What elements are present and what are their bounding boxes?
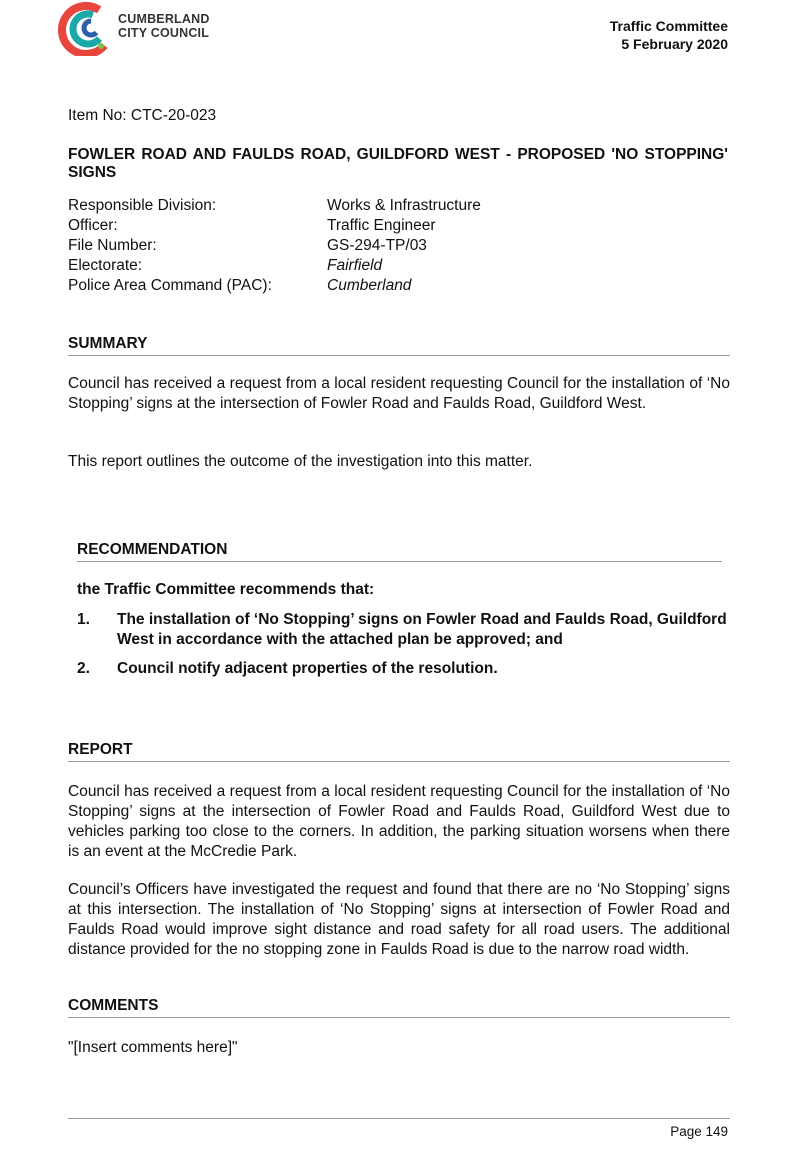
report-paragraph-1: Council has received a request from a local resident requesting Council for the installation of ‘No Stopping’ signs at the intersection of Fowler Road and Faulds Road, Guildford West due to vehicles parking too close to the corners. In addition, the parking situation worsens when there is an event at the McCredie Park. [68, 783, 730, 860]
meeting-date: 5 February 2020 [621, 36, 728, 52]
list-item-number: 1. [77, 611, 90, 628]
summary-paragraph-1: Council has received a request from a local resident requesting Council for the installation of ‘No Stopping’ signs at the intersection of Fowler Road and Faulds Road, Guildford West. [68, 375, 730, 412]
list-item-number: 2. [77, 660, 90, 677]
meta-label: File Number: [68, 237, 157, 254]
comments-heading: COMMENTS [68, 997, 730, 1018]
meta-row-division [68, 196, 481, 216]
meta-row-pac [68, 276, 481, 296]
recommendation-intro: the Traffic Committee recommends that: [77, 581, 375, 598]
meta-label: Responsible Division: [68, 197, 217, 214]
meta-value: GS-294-TP/03 [327, 237, 427, 254]
comments-text: "[Insert comments here]" [68, 1039, 238, 1056]
summary-heading: SUMMARY [68, 335, 730, 356]
meta-row-file-number [68, 236, 481, 256]
report-paragraph-2: Council’s Officers have investigated the request and found that there are no ‘No Stopping’ signs at this intersection. The installation of ‘No Stopping’ signs at intersection of Fowler Road and Faulds Road would improve sight distance and road safety for all road users. The additional distance provided for the no stopping zone in Faulds Road is due to the narrow road width. [68, 881, 730, 958]
list-item [77, 610, 727, 650]
page-number: Page 149 [670, 1124, 728, 1139]
recommendation-heading: RECOMMENDATION [77, 541, 722, 562]
meta-row-officer [68, 216, 481, 236]
list-item-text: The installation of ‘No Stopping’ signs on Fowler Road and Faulds Road, Guildford West in accordance with the attached plan be approved; and [117, 611, 727, 648]
meta-value: Works & Infrastructure [327, 197, 481, 214]
list-item [77, 659, 727, 679]
logo-line-1: CUMBERLAND [118, 12, 210, 26]
list-item-text: Council notify adjacent properties of the resolution. [117, 660, 498, 677]
report-title: FOWLER ROAD AND FAULDS ROAD, GUILDFORD WEST - PROPOSED 'NO STOPPING' SIGNS [68, 146, 728, 181]
footer-divider [68, 1118, 730, 1119]
header-meta [610, 17, 728, 53]
meta-label: Officer: [68, 217, 118, 234]
recommendation-list [77, 610, 727, 688]
meta-row-electorate [68, 256, 481, 276]
meta-label: Electorate: [68, 257, 143, 274]
committee-name: Traffic Committee [609, 18, 728, 34]
item-number: Item No: CTC-20-023 [68, 107, 217, 124]
summary-paragraph-2: This report outlines the outcome of the investigation into this matter. [68, 453, 533, 470]
meta-label: Police Area Command (PAC): [68, 277, 272, 294]
logo-line-2: CITY COUNCIL [118, 26, 210, 40]
council-logo-mark-icon [58, 2, 118, 56]
meta-value: Cumberland [327, 277, 412, 294]
report-heading: REPORT [68, 741, 730, 762]
meta-value: Fairfield [327, 257, 383, 274]
meta-value: Traffic Engineer [327, 217, 436, 234]
logo-text [118, 12, 210, 40]
meta-table [68, 196, 481, 296]
